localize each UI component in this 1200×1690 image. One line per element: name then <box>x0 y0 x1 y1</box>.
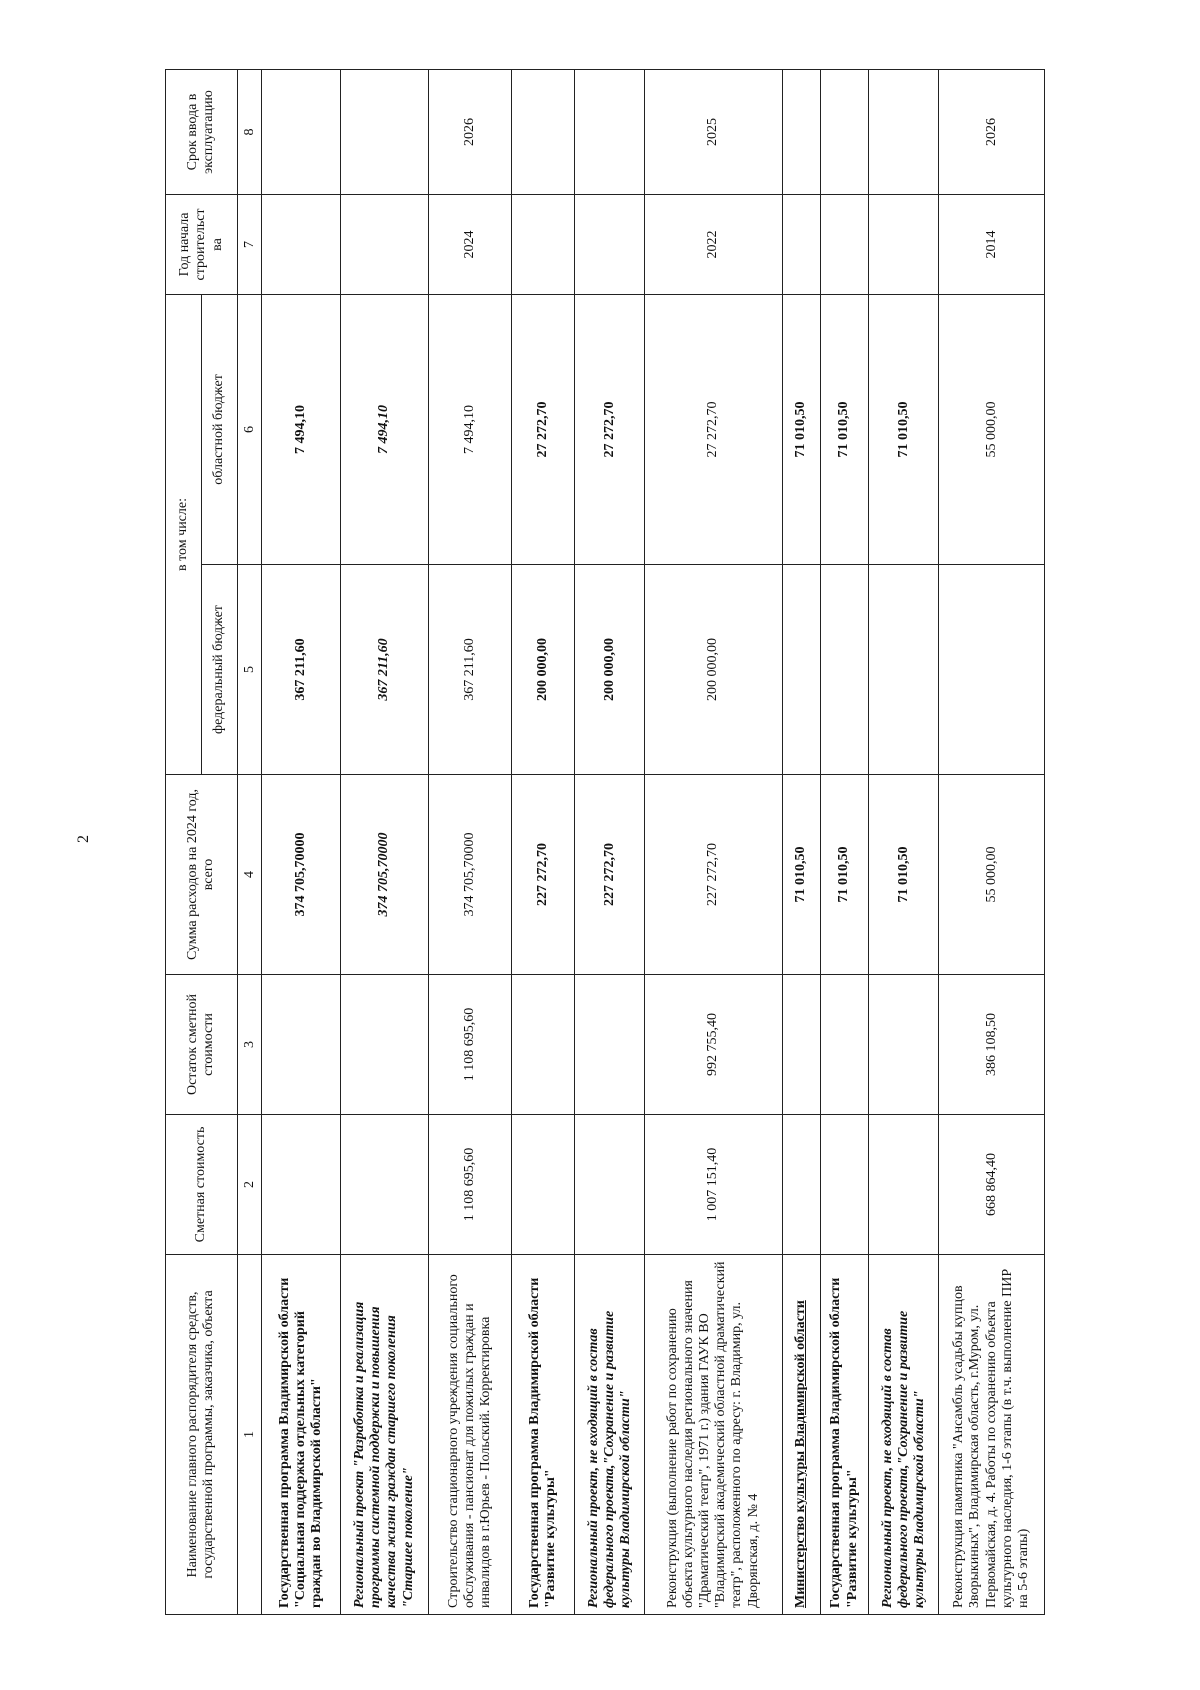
row-commissioning: 2025 <box>645 69 782 194</box>
row-federal: 367 211,60 <box>340 565 429 775</box>
row-estimate <box>820 1115 869 1255</box>
row-regional: 71 010,50 <box>869 294 939 564</box>
table-row <box>939 69 1045 1614</box>
table-row <box>820 69 869 1614</box>
header-remaining: Остаток сметной стоимости <box>166 975 238 1115</box>
table-row <box>869 69 939 1614</box>
table-row <box>429 69 511 1614</box>
row-regional: 27 272,70 <box>575 294 645 564</box>
row-start-year <box>575 194 645 294</box>
header-name: Наименование главного распорядителя средств, государственной программы, заказчика, объекта <box>166 1255 238 1615</box>
row-total: 374 705,70000 <box>429 775 511 975</box>
row-regional: 7 494,10 <box>340 294 429 564</box>
row-federal <box>782 565 820 775</box>
row-start-year: 2022 <box>645 194 782 294</box>
budget-table <box>165 69 1045 1615</box>
row-name: Региональный проект "Разработка и реализация программы системной поддержки и повышения качества жизни граждан старшего поколения "Старшее поколение" <box>340 1255 429 1615</box>
index-cell: 6 <box>237 294 261 564</box>
row-total: 227 272,70 <box>511 775 574 975</box>
row-estimate <box>575 1115 645 1255</box>
row-commissioning <box>869 69 939 194</box>
header-start-year: Год начала строительст ва <box>166 194 238 294</box>
header-regional: областной бюджет <box>201 294 237 564</box>
row-start-year: 2014 <box>939 194 1045 294</box>
table-row <box>262 69 340 1614</box>
row-name: Министерство культуры Владимирской области <box>782 1255 820 1615</box>
row-commissioning <box>262 69 340 194</box>
index-cell: 1 <box>237 1255 261 1615</box>
row-name: Государственная программа Владимирской области "Социальная поддержка отдельных категорий граждан во Владимирской области" <box>262 1255 340 1615</box>
row-commissioning <box>511 69 574 194</box>
index-cell: 2 <box>237 1115 261 1255</box>
row-total: 374 705,70000 <box>340 775 429 975</box>
row-start-year <box>782 194 820 294</box>
row-federal <box>820 565 869 775</box>
row-remaining <box>869 975 939 1115</box>
row-estimate: 1 007 151,40 <box>645 1115 782 1255</box>
table-row <box>782 69 820 1614</box>
row-commissioning <box>340 69 429 194</box>
row-remaining: 992 755,40 <box>645 975 782 1115</box>
row-remaining: 386 108,50 <box>939 975 1045 1115</box>
row-name: Государственная программа Владимирской области "Развитие культуры" <box>511 1255 574 1615</box>
row-name: Реконструкция памятника "Ансамбль усадьбы купцов Зворыкиных", Владимирская область, г.Муром, ул. Первомайская, д. 4. Работы по сохранению объекта культурного наследия, 1-6 этапы (в т.ч. выполнение ПИР на 5-6 этапы) <box>939 1255 1045 1615</box>
table-row <box>645 69 782 1614</box>
row-total: 227 272,70 <box>645 775 782 975</box>
row-commissioning <box>575 69 645 194</box>
table-row <box>340 69 429 1614</box>
table-row <box>511 69 574 1614</box>
row-remaining <box>782 975 820 1115</box>
row-regional: 27 272,70 <box>645 294 782 564</box>
index-cell: 5 <box>237 565 261 775</box>
row-regional: 7 494,10 <box>262 294 340 564</box>
row-remaining <box>262 975 340 1115</box>
row-start-year <box>262 194 340 294</box>
row-remaining <box>511 975 574 1115</box>
row-commissioning <box>782 69 820 194</box>
row-federal <box>939 565 1045 775</box>
row-commissioning: 2026 <box>429 69 511 194</box>
row-estimate: 668 864,40 <box>939 1115 1045 1255</box>
table-row <box>575 69 645 1614</box>
row-remaining <box>340 975 429 1115</box>
index-row <box>237 69 261 1614</box>
header-federal: федеральный бюджет <box>201 565 237 775</box>
row-name: Государственная программа Владимирской области "Развитие культуры" <box>820 1255 869 1615</box>
row-commissioning <box>820 69 869 194</box>
row-name: Строительство стационарного учреждения социального обслуживания - пансионат для пожилых граждан и инвалидов в г.Юрьев - Польский. Корректировка <box>429 1255 511 1615</box>
row-estimate: 1 108 695,60 <box>429 1115 511 1255</box>
row-commissioning: 2026 <box>939 69 1045 194</box>
row-estimate <box>511 1115 574 1255</box>
row-federal: 200 000,00 <box>575 565 645 775</box>
rotated-table-container <box>165 70 1045 1615</box>
row-total: 71 010,50 <box>869 775 939 975</box>
row-remaining <box>575 975 645 1115</box>
row-federal: 367 211,60 <box>429 565 511 775</box>
row-estimate <box>782 1115 820 1255</box>
row-estimate <box>869 1115 939 1255</box>
row-total: 55 000,00 <box>939 775 1045 975</box>
row-federal: 200 000,00 <box>645 565 782 775</box>
index-cell: 8 <box>237 69 261 194</box>
row-regional: 7 494,10 <box>429 294 511 564</box>
row-estimate <box>262 1115 340 1255</box>
row-total: 374 705,70000 <box>262 775 340 975</box>
row-start-year <box>340 194 429 294</box>
row-start-year <box>820 194 869 294</box>
index-cell: 3 <box>237 975 261 1115</box>
row-start-year <box>869 194 939 294</box>
header-total: Сумма расходов на 2024 год, всего <box>166 775 238 975</box>
row-total: 71 010,50 <box>782 775 820 975</box>
row-federal: 367 211,60 <box>262 565 340 775</box>
row-federal <box>869 565 939 775</box>
index-cell: 7 <box>237 194 261 294</box>
row-federal: 200 000,00 <box>511 565 574 775</box>
row-name: Региональный проект, не входящий в состав федерального проекта,"Сохранение и развитие культуры Владимирской области" <box>575 1255 645 1615</box>
row-regional: 71 010,50 <box>782 294 820 564</box>
row-name: Региональный проект, не входящий в состав федерального проекта,"Сохранение и развитие культуры Владимирской области" <box>869 1255 939 1615</box>
row-remaining <box>820 975 869 1115</box>
row-name: Реконструкция (выполнение работ по сохранению объекта культурного наследия регионального значения "Драматический театр", 1971 г.) здания ГАУК ВО "Владимирский академический областной драматический театр", расположенного по адресу: г. Владимир, ул. Дворянская, д. № 4 <box>645 1255 782 1615</box>
row-start-year <box>511 194 574 294</box>
page-number: 2 <box>75 835 92 843</box>
row-start-year: 2024 <box>429 194 511 294</box>
row-regional: 27 272,70 <box>511 294 574 564</box>
header-including: в том числе: <box>166 294 202 774</box>
header-commissioning: Срок ввода в эксплуатацию <box>166 69 238 194</box>
row-estimate <box>340 1115 429 1255</box>
row-regional: 55 000,00 <box>939 294 1045 564</box>
row-total: 227 272,70 <box>575 775 645 975</box>
row-remaining: 1 108 695,60 <box>429 975 511 1115</box>
index-cell: 4 <box>237 775 261 975</box>
row-total: 71 010,50 <box>820 775 869 975</box>
row-regional: 71 010,50 <box>820 294 869 564</box>
header-estimate: Сметная стоимость <box>166 1115 238 1255</box>
